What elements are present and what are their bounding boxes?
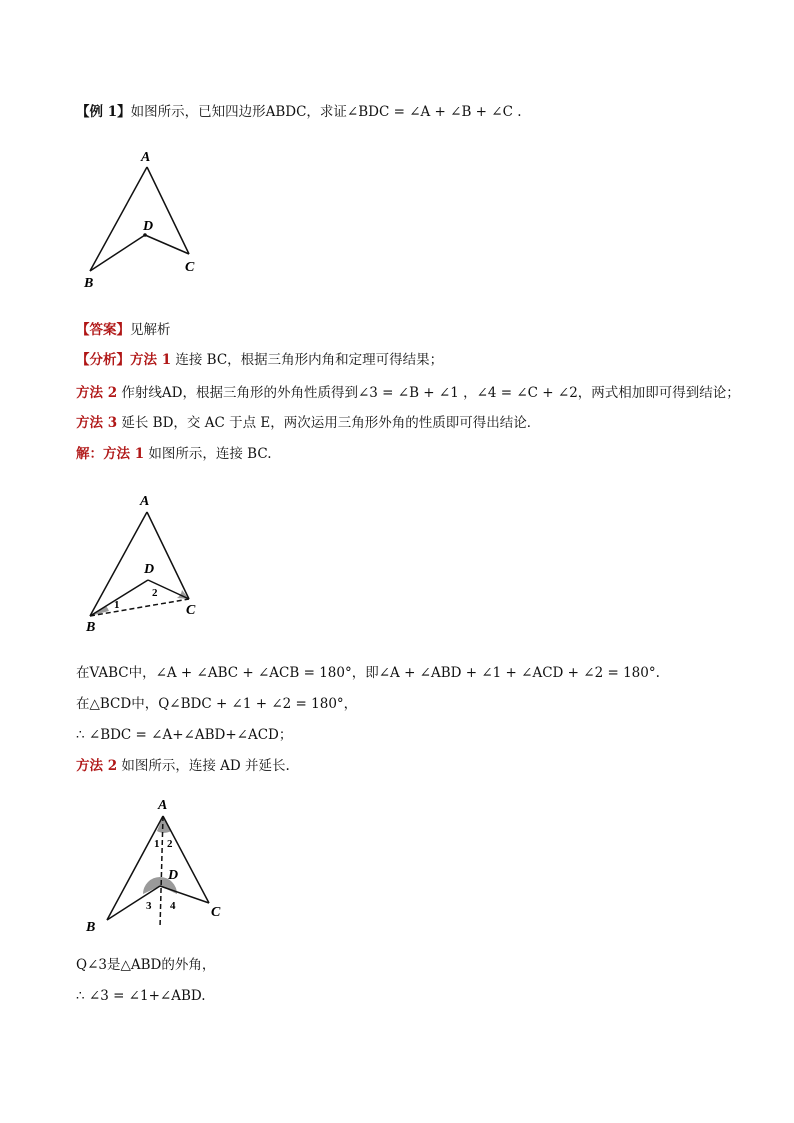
fig2-label-d: D (144, 562, 155, 577)
fig3-label-d: D (168, 868, 179, 883)
solution-method1 (76, 444, 272, 464)
figure-quadrilateral-abdc (80, 145, 220, 295)
analysis-method2-label: 方法 2 (76, 385, 118, 401)
fig3-label-b: B (86, 920, 96, 935)
analysis-method2 (76, 383, 740, 403)
fig2-label-a: A (140, 494, 150, 509)
proof-line1: 在VABC中，∠A + ∠ABC + ∠ACB = 180°，即∠A + ∠ABD + ∠1 + ∠ACD + ∠2 = 180°. (76, 665, 660, 681)
fig1-label-b: B (84, 276, 94, 291)
fig1-label-a: A (141, 150, 151, 165)
answer-text: 见解析 (130, 322, 171, 338)
answer-line (76, 320, 171, 340)
figure-method2-extend-ad (80, 790, 240, 940)
fig3-label-3: 3 (146, 900, 152, 912)
analysis-method1 (76, 350, 443, 370)
proof-method2-text: 如图所示，连接 AD 并延长. (121, 758, 290, 774)
solution-method1-text: 如图所示，连接 BC. (148, 446, 272, 462)
proof-line2: 在△BCD中，Q∠BDC + ∠1 + ∠2 = 180°， (76, 696, 358, 712)
fig3-label-a: A (158, 798, 168, 813)
proof-method2-label: 方法 2 (76, 758, 118, 774)
proof-line3: ∴ ∠BDC = ∠A+∠ABD+∠ACD； (76, 727, 293, 743)
answer-tag: 【答案】 (76, 322, 130, 338)
example-text: 如图所示，已知四边形ABDC，求证∠BDC = ∠A + ∠B + ∠C . (130, 104, 522, 120)
fig3-label-2: 2 (167, 838, 173, 850)
proof-method2 (76, 756, 290, 776)
figure-method1-connect-bc (80, 488, 220, 638)
analysis-method3 (76, 413, 540, 433)
analysis-method3-label: 方法 3 (76, 415, 118, 431)
example-tag: 【例 1】 (76, 104, 131, 120)
analysis-method3-text: 延长 BD，交 AC 于点 E，两次运用三角形外角的性质即可得出结论． (121, 415, 541, 431)
fig1-label-c: C (185, 260, 195, 275)
analysis-method2-text: 作射线AD，根据三角形的外角性质得到∠3 = ∠B + ∠1 ，∠4 = ∠C + ∠2，两式相加即可得到结论； (121, 385, 740, 401)
fig2-label-1: 1 (114, 599, 120, 611)
analysis-method1-text: 连接 BC，根据三角形内角和定理可得结果； (175, 352, 444, 368)
proof2-line1: Q∠3是△ABD的外角， (76, 957, 216, 973)
solution-method1-label: 方法 1 (103, 446, 145, 462)
analysis-tag: 【分析】 (76, 352, 130, 368)
fig1-label-d: D (143, 219, 154, 234)
example-statement (76, 102, 522, 122)
fig2-label-2: 2 (152, 587, 158, 599)
fig3-label-4: 4 (170, 900, 176, 912)
solution-label: 解： (76, 446, 103, 462)
fig2-label-c: C (186, 603, 196, 618)
fig2-label-b: B (86, 620, 96, 635)
analysis-method1-label: 方法 1 (130, 352, 172, 368)
fig3-label-c: C (211, 905, 221, 920)
proof2-line2: ∴ ∠3 = ∠1+∠ABD. (76, 988, 206, 1004)
fig3-label-1: 1 (154, 838, 160, 850)
